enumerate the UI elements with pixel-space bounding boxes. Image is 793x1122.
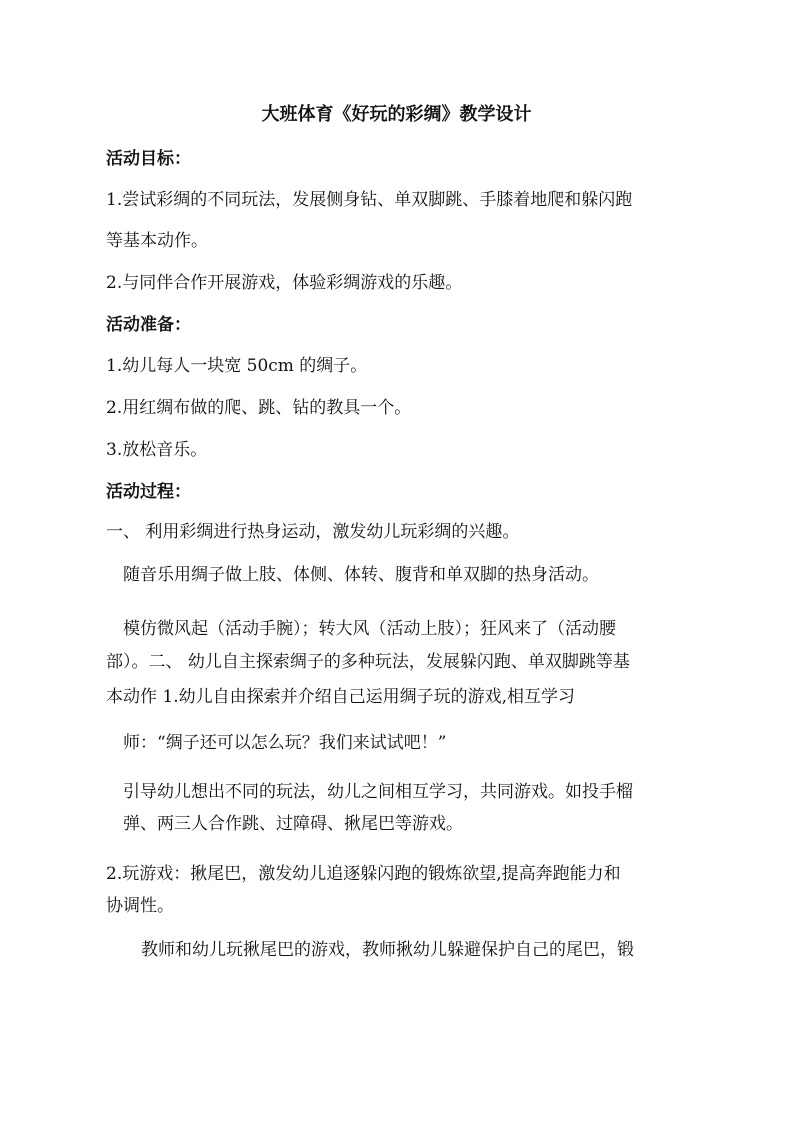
paragraph-line: 3.放松音乐。 (106, 440, 208, 460)
paragraph-line: 1.幼儿每人一块宽 50cm 的绸子。 (106, 356, 368, 376)
section-heading-process: 活动过程： (106, 482, 191, 502)
paragraph-line: 模仿微风起（活动手腕）；转大风（活动上肢）；狂风来了（活动腰 (123, 619, 616, 639)
section-heading-preparation: 活动准备： (106, 315, 191, 335)
paragraph-line: 师：“绸子还可以怎么玩？我们来试试吧！” (123, 733, 447, 753)
paragraph-line: 2.与同伴合作开展游戏，体验彩绸游戏的乐趣。 (106, 273, 463, 293)
paragraph-line: 2.用红绸布做的爬、跳、钻的教具一个。 (106, 398, 412, 418)
paragraph-line: 一、 利用彩绸进行热身运动，激发幼儿玩彩绸的兴趣。 (106, 522, 520, 542)
paragraph-line: 协调性。 (106, 896, 174, 916)
paragraph-line: 弹、两三人合作跳、过障碍、揪尾巴等游戏。 (123, 814, 463, 834)
paragraph-line: 教师和幼儿玩揪尾巴的游戏，教师揪幼儿躲避保护自己的尾巴，锻 (141, 940, 634, 960)
paragraph-line: 1.尝试彩绸的不同玩法，发展侧身钻、单双脚跳、手膝着地爬和躲闪跑 (106, 190, 633, 210)
paragraph-line: 随音乐用绸子做上肢、体侧、体转、腹背和单双脚的热身活动。 (123, 565, 599, 585)
document-title: 大班体育《好玩的彩绸》教学设计 (261, 104, 532, 125)
paragraph-line: 部）。二、 幼儿自主探索绸子的多种玩法，发展躲闪跑、单双脚跳等基 (106, 652, 630, 672)
paragraph-line: 本动作 1.幼儿自由探索并介绍自己运用绸子玩的游戏,相互学习 (106, 687, 576, 707)
paragraph-line: 2.玩游戏：揪尾巴，激发幼儿追逐躲闪跑的锻炼欲望,提高奔跑能力和 (106, 864, 621, 884)
paragraph-line: 引导幼儿想出不同的玩法，幼儿之间相互学习，共同游戏。如投手榴 (123, 782, 633, 802)
section-heading-goals: 活动目标： (106, 149, 191, 169)
paragraph-line: 等基本动作。 (106, 231, 208, 251)
